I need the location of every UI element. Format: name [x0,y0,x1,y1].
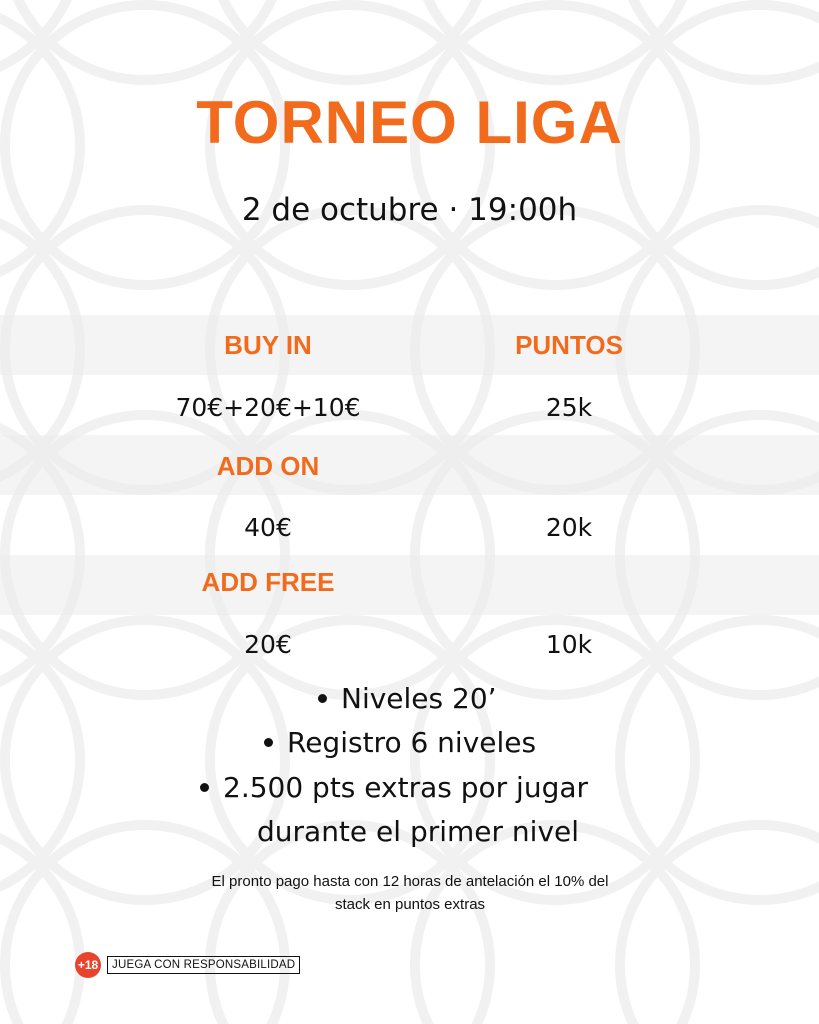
list-item [200,771,588,804]
list-item-text: Registro 6 niveles [287,726,537,759]
add-on-points: 20k [545,513,593,542]
list-item [264,726,536,759]
list-item [318,682,497,715]
list-item-text: Niveles 20’ [341,682,497,715]
add-on-label: ADD ON [216,451,320,481]
responsible-gaming-label: JUEGA CON RESPONSABILIDAD [107,956,300,974]
add-free-points: 10k [545,630,593,659]
early-payment-note [150,870,670,916]
buy-in-label: BUY IN [224,330,312,360]
note-line: stack en puntos extras [334,896,486,913]
list-item-continuation: durante el primer nivel [257,815,580,848]
list-item-text: 2.500 pts extras por jugar [223,771,589,804]
add-free-label: ADD FREE [201,567,335,597]
buy-in-points: 25k [545,393,593,422]
event-date: 2 de octubre · 19:00h [241,192,578,228]
bullet-dot-icon [264,738,273,747]
page-title: TORNEO LIGA [196,89,623,156]
note-line: El pronto pago hasta con 12 horas de antelación el 10% del [211,873,609,890]
buy-in-value: 70€+20€+10€ [175,393,361,422]
footer [75,952,300,978]
add-on-value: 40€ [244,513,292,542]
bullet-dot-icon [200,783,209,792]
bullet-dot-icon [318,694,327,703]
puntos-label: PUNTOS [515,330,623,360]
add-free-value: 20€ [244,630,292,659]
age-restriction-badge: +18 [75,952,101,978]
